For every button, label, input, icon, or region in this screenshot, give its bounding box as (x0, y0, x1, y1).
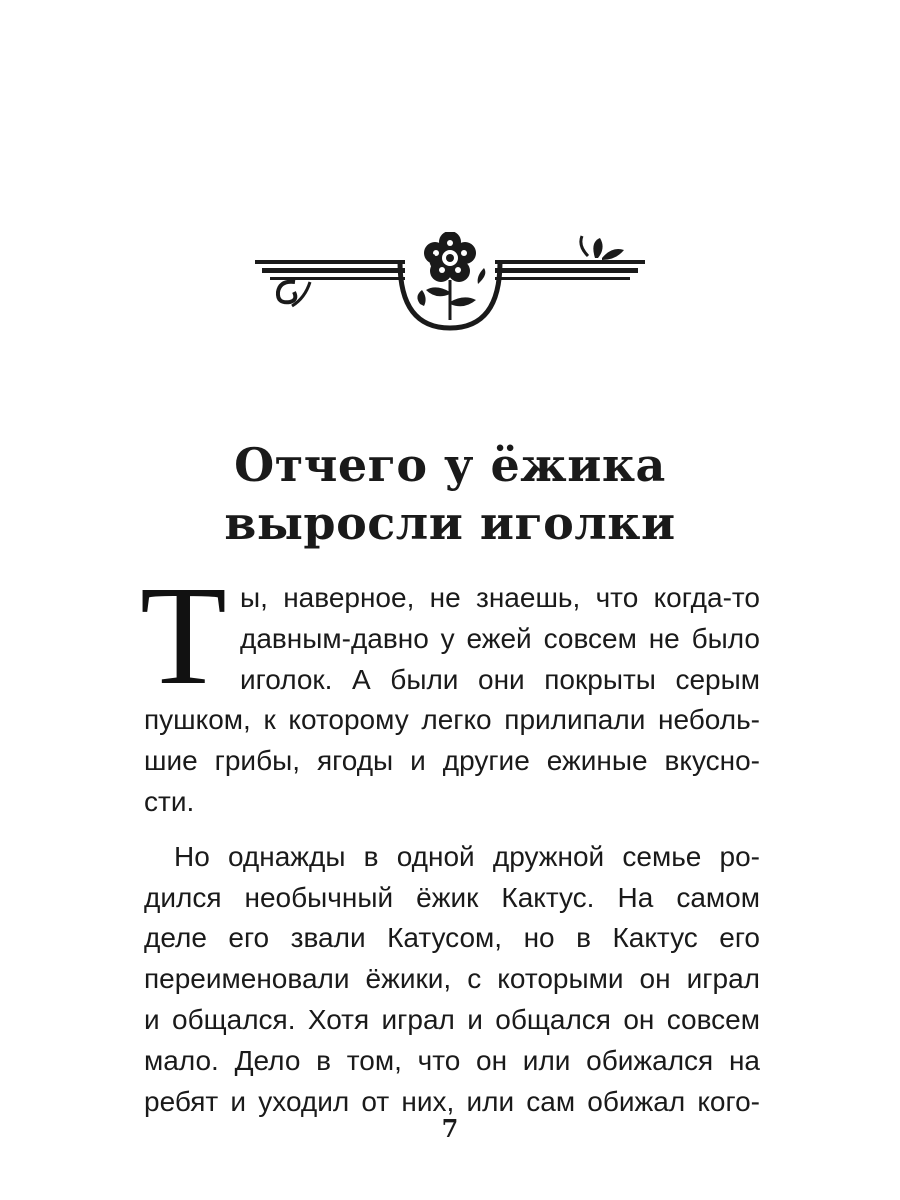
text-line: ребят и уходил от них, или сам обижал кого- (144, 1085, 760, 1117)
floral-ornament-icon (250, 232, 650, 332)
text-line: давным-давно у ежей совсем не было (240, 622, 760, 654)
drop-cap: Т (140, 556, 227, 714)
text-line: дился необычный ёжик Кактус. На самом (144, 881, 760, 913)
text-line: сти. (144, 785, 195, 817)
paragraph-2 (144, 837, 760, 1123)
chapter-title-line-1: Отчего у ёжика (234, 438, 666, 492)
text-line: ы, наверное, не знаешь, что когда-то (240, 582, 760, 613)
text-line: мало. Дело в том, что он или обижался на (144, 1044, 760, 1076)
paragraph-1 (144, 578, 760, 823)
text-line: шие грибы, ягоды и другие ежиные вкусно- (144, 745, 760, 777)
chapter-title-line-2: выросли иголки (224, 496, 676, 550)
text-line: переименовали ёжики, с которыми он играл (144, 963, 760, 995)
page-number: 7 (441, 1114, 459, 1143)
text-line: Но однажды в одной дружной семье ро- (174, 840, 760, 872)
text-line: и общался. Хотя играл и общался он совсем (144, 1003, 760, 1035)
body-text (140, 556, 760, 1122)
text-line: иголок. А были они покрыты серым (240, 663, 760, 695)
text-line: пушком, к которому легко прилипали неболь- (144, 704, 760, 736)
text-line: деле его звали Катусом, но в Кактус его (144, 922, 760, 954)
chapter-title (0, 436, 900, 552)
